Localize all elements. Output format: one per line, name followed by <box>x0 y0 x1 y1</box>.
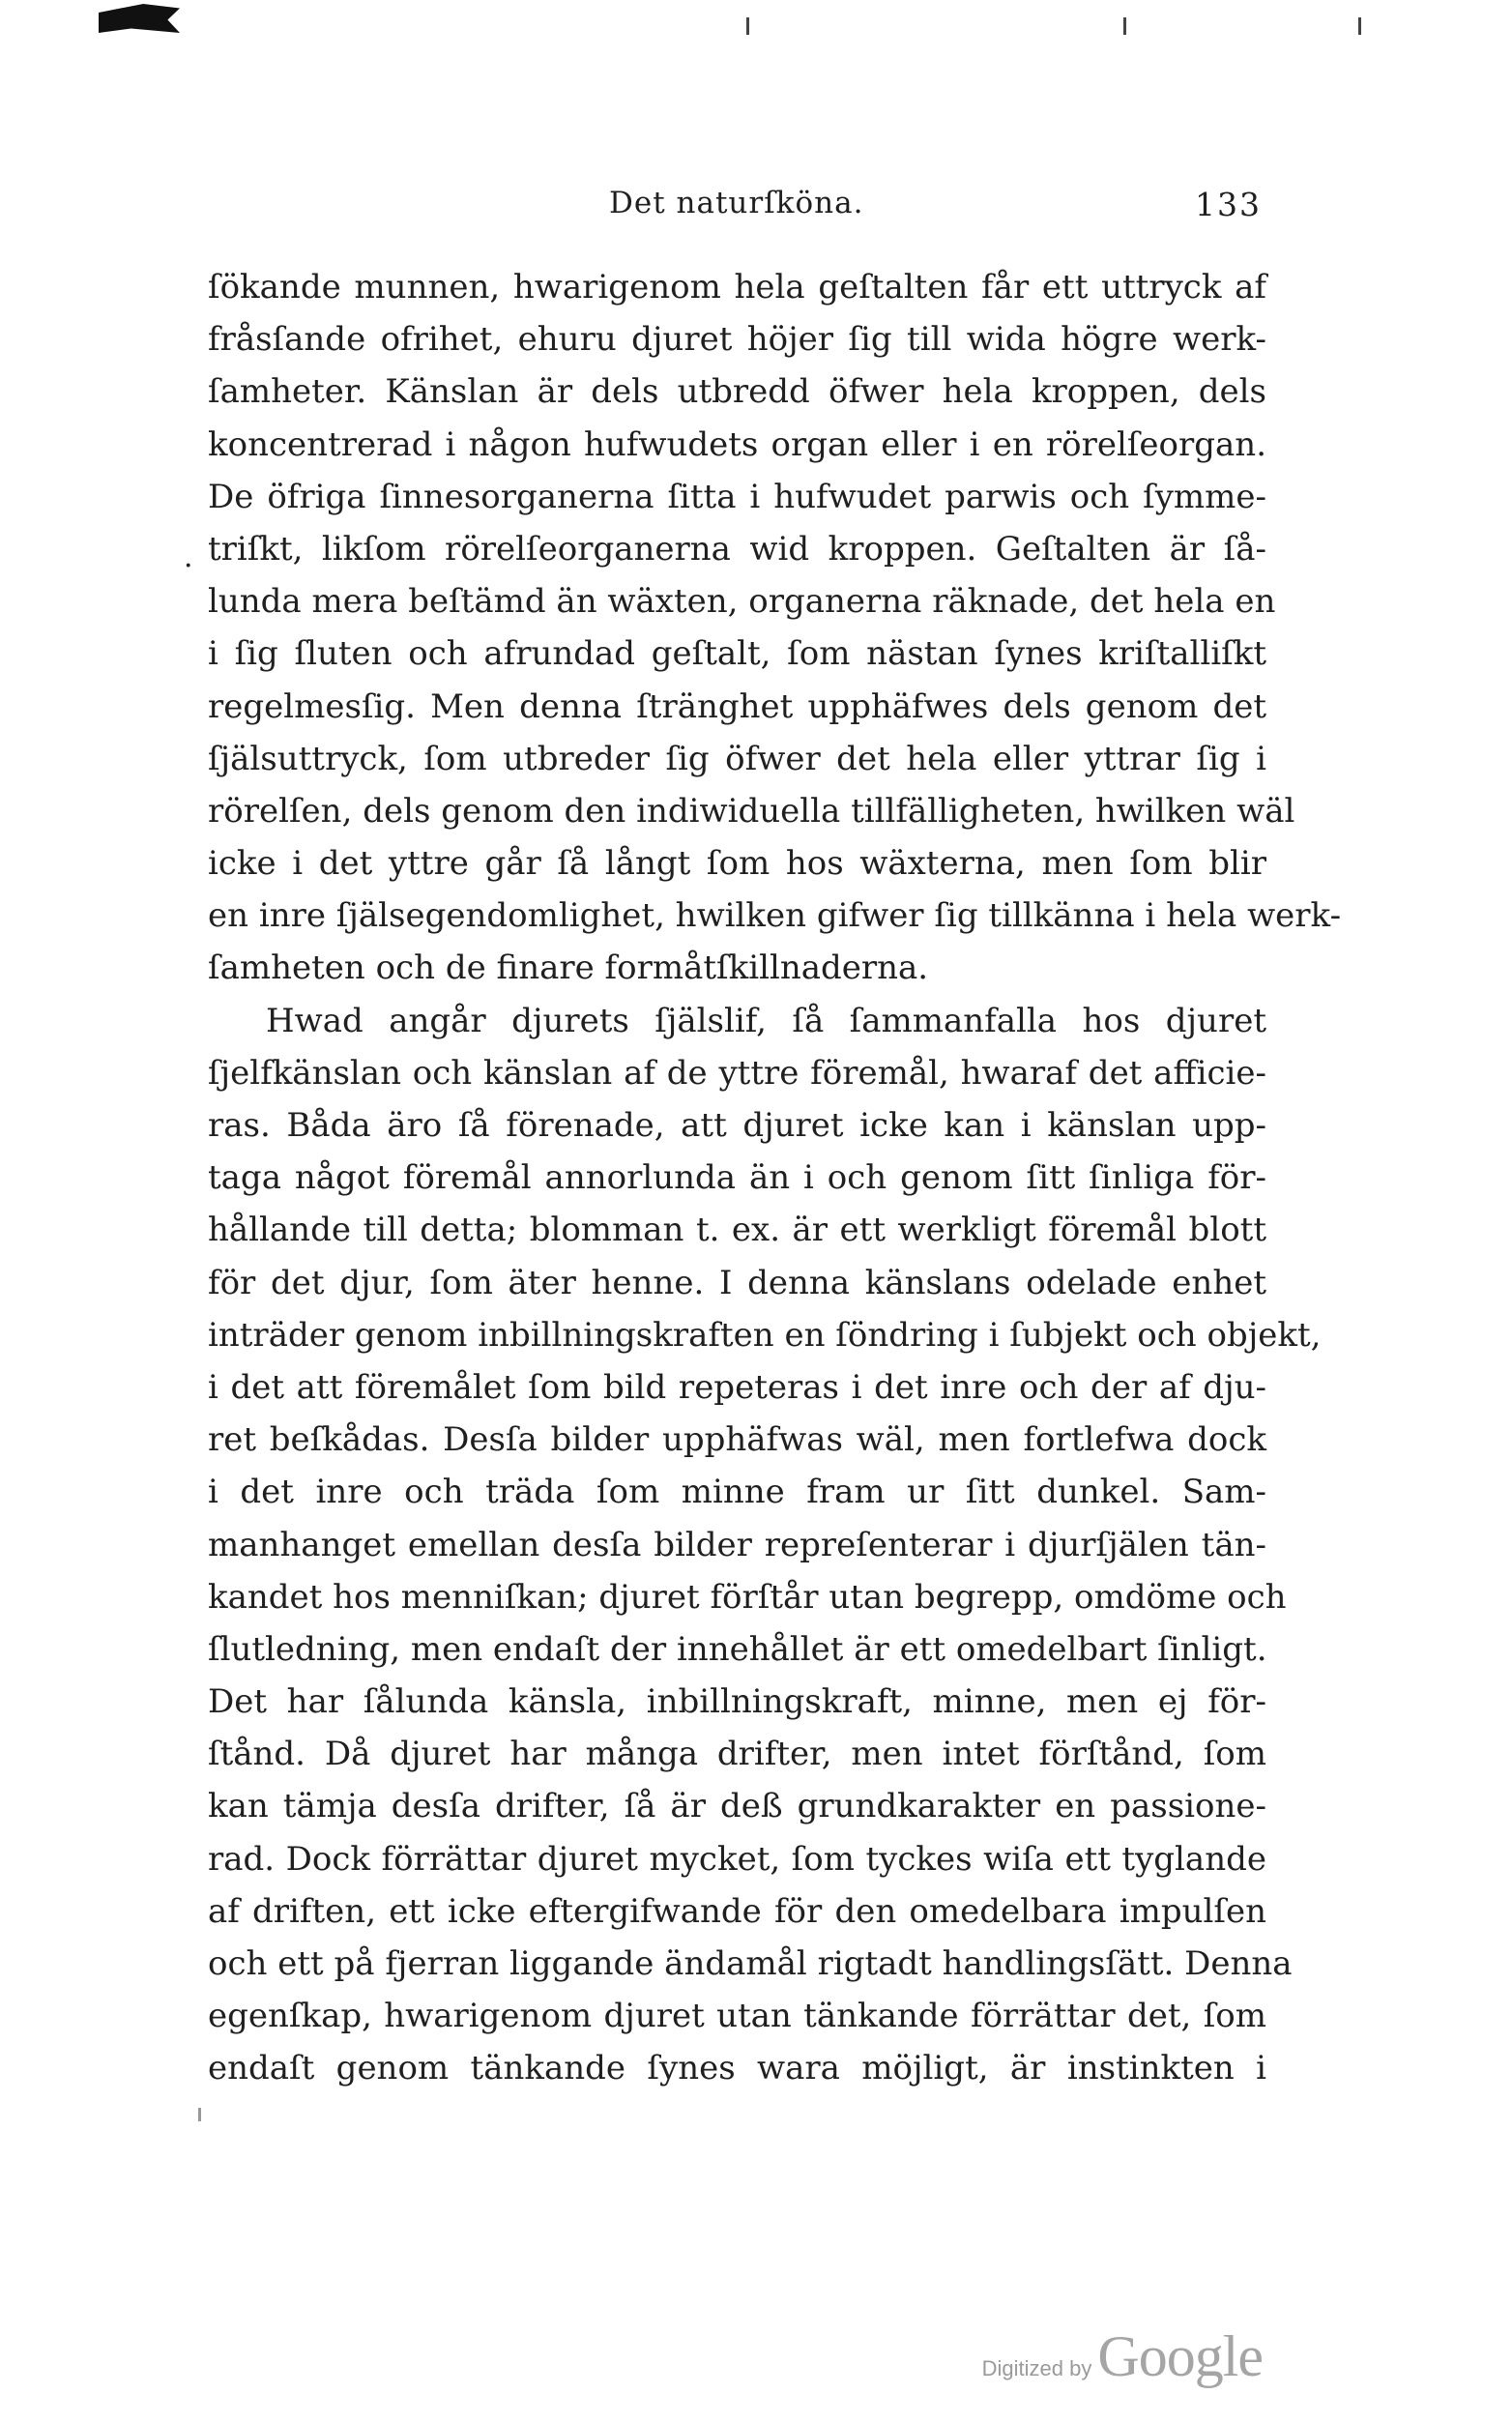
scan-artifact <box>99 4 180 33</box>
text-line: De öfriga ſinnesorganerna ſitta i hufwudet parwis och ſymme- <box>208 477 1266 516</box>
text-line: triſkt, likſom rörelſeorganerna wid kroppen. Geſtalten är ſå- <box>208 529 1266 569</box>
text-line: hållande till detta; blomman t. ex. är ett werkligt föremål blott <box>208 1211 1266 1250</box>
text-line: manhanget emellan desſa bilder repreſenterar i djurſjälen tän- <box>208 1525 1266 1564</box>
text-line: ſökande munnen, hwarigenom hela geſtalten får ett uttryck af <box>208 268 1266 307</box>
text-line: koncentrerad i någon hufwudets organ eller i en rörelſeorgan. <box>208 424 1266 464</box>
text-line: taga något föremål annorlunda än i och genom ſitt ſinliga för- <box>208 1158 1266 1198</box>
text-line: Hwad angår djurets ſjälslif, ſå ſammanfalla hos djuret <box>266 1001 1266 1040</box>
text-line: Det har ſålunda känsla, inbillningskraft, minne, men ej för- <box>208 1682 1266 1722</box>
text-line: ſlutledning, men endaſt der innehållet är ett omedelbart ſinligt. <box>208 1629 1267 1669</box>
text-line: för det djur, ſom äter henne. I denna känslans odelade enhet <box>208 1263 1266 1302</box>
text-line: kan tämja desſa drifter, ſå är deß grundkarakter en passione- <box>208 1787 1266 1826</box>
running-title: Det naturſköna. <box>609 186 864 220</box>
google-logo: Google <box>1097 2324 1263 2388</box>
text-line: kandet hos menniſkan; djuret förſtår utan begrepp, omdöme och <box>208 1577 1287 1617</box>
text-line: regelmesſig. Men denna ſtränghet upphäfwes dels genom det <box>208 686 1266 726</box>
digitized-label: Digitized by <box>981 2356 1092 2380</box>
text-line: en inre ſjälsegendomlighet, hwilken gifwer ſig tillkänna i hela werk- <box>208 896 1342 936</box>
text-line: ſjälsuttryck, ſom utbreder ſig öfwer det hela eller yttrar ſig i <box>208 739 1266 778</box>
text-line: fråsſande ofrihet, ehuru djuret höjer ſig till wida högre werk- <box>208 320 1266 360</box>
text-line: icke i det yttre går ſå långt ſom hos wäxterna, men ſom blir <box>208 844 1266 884</box>
text-line: och ett på fjerran liggande ändamål rigtadt handlingsſätt. Denna <box>208 1944 1293 1983</box>
text-line: lunda mera beſtämd än wäxten, organerna räknade, det hela en <box>208 582 1276 622</box>
body-text <box>208 261 1342 2095</box>
margin-mark <box>198 2108 201 2121</box>
page-header <box>208 186 1262 224</box>
page-number: 133 <box>1195 186 1262 223</box>
scan-tick <box>1358 17 1361 35</box>
text-line: egenſkap, hwarigenom djuret utan tänkande förrättar det, ſom <box>208 1997 1266 2036</box>
margin-dot: · <box>184 549 193 583</box>
text-line: inträder genom inbillningskraften en ſöndring i ſubjekt och objekt, <box>208 1315 1322 1355</box>
text-line: i det att föremålet ſom bild repeteras i det inre och der af dju- <box>208 1367 1266 1407</box>
scan-tick <box>746 17 749 35</box>
text-line: ſjelfkänslan och känslan af de yttre föremål, hwaraf det afficie- <box>208 1053 1266 1093</box>
text-line: rörelſen, dels genom den indiwiduella tillfälligheten, hwilken wäl <box>208 791 1295 831</box>
text-line: i det inre och träda ſom minne fram ur ſitt dunkel. Sam- <box>208 1473 1266 1512</box>
digitized-footer <box>982 2323 1263 2390</box>
text-line: i ſig ſluten och afrundad geſtalt, ſom nästan ſynes kriſtalliſkt <box>208 634 1266 674</box>
text-line: endaſt genom tänkande ſynes wara möjligt, är instinkten i <box>208 2049 1266 2088</box>
text-line: ſamheten och de finare formåtſkillnaderna. <box>208 949 929 988</box>
scan-tick <box>1123 17 1126 35</box>
text-line: ſtånd. Då djuret har många drifter, men intet förſtånd, ſom <box>208 1735 1266 1774</box>
text-line: ret beſkådas. Desſa bilder upphäfwas wäl, men fortlefwa dock <box>208 1420 1266 1460</box>
text-line: af driften, ett icke eftergifwande för den omedelbara impulſen <box>208 1891 1266 1931</box>
text-line: rad. Dock förrättar djuret mycket, ſom tyckes wiſa ett tyglande <box>208 1839 1266 1879</box>
text-line: ſamheter. Känslan är dels utbredd öfwer hela kroppen, dels <box>208 372 1266 412</box>
text-line: ras. Båda äro ſå förenade, att djuret icke kan i känslan upp- <box>208 1106 1266 1145</box>
